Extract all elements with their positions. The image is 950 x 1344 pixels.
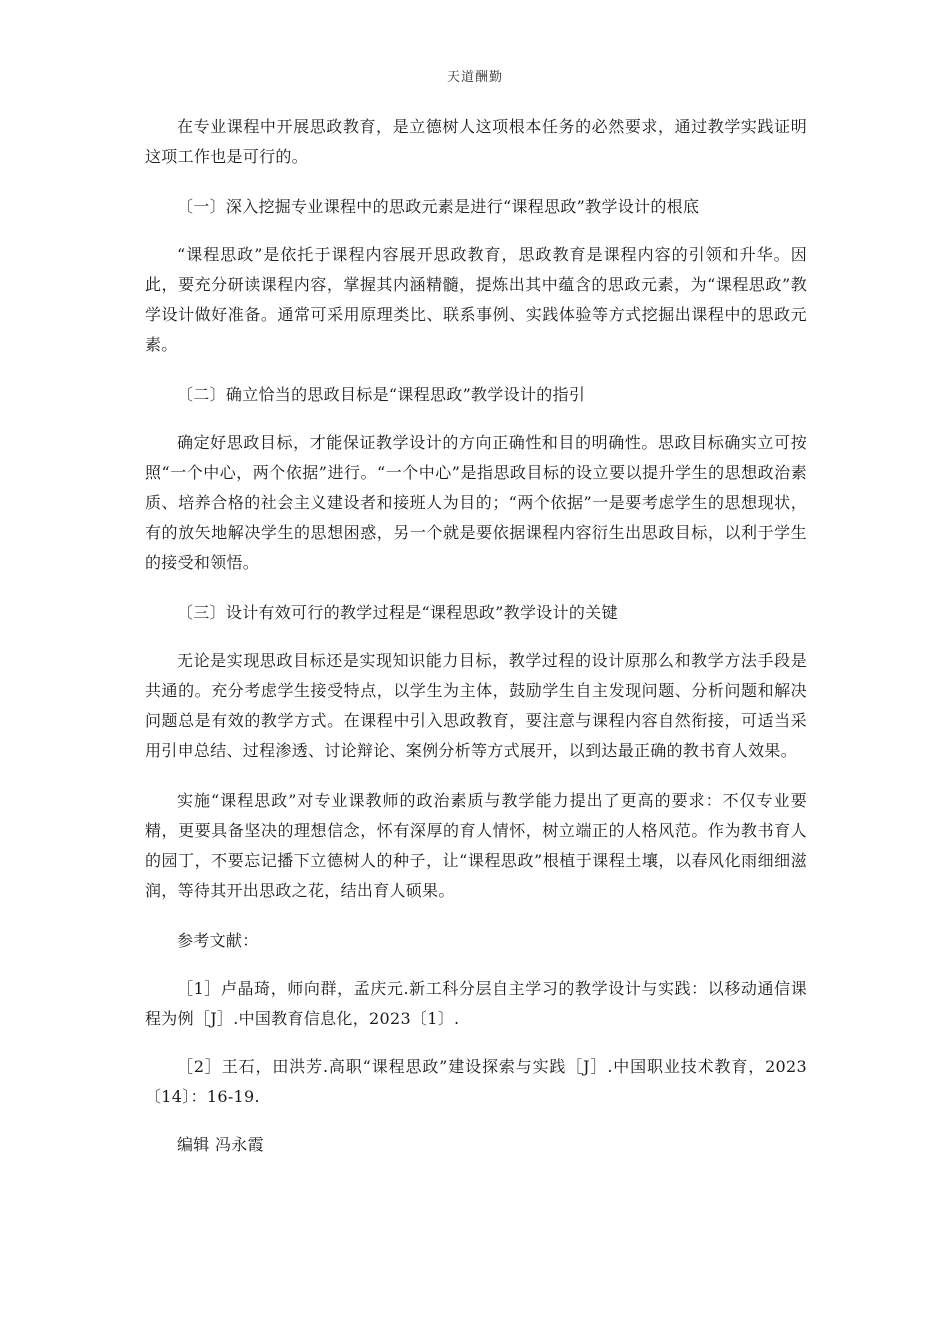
reference-item: ［2］王石，田洪芳.高职“课程思政”建设探索与实践［J］.中国职业技术教育，2023〔14〕：16-19. [145, 1057, 807, 1106]
body-paragraph: “课程思政”是依托于课程内容展开思政教育，思政教育是课程内容的引领和升华。因此，要充分研读课程内容，掌握其内涵精髓，提炼出其中蕴含的思政元素，为“课程思政”教学设计做好准备。通常可采用原理类比、联系事例、实践体验等方式挖掘出课程中的思政元素。 [145, 245, 807, 354]
body-paragraph: 无论是实现思政目标还是实现知识能力目标，教学过程的设计原那么和教学方法手段是共通的。充分考虑学生接受特点，以学生为主体，鼓励学生自主发现问题、分析问题和解决问题总是有效的教学方式。在课程中引入思政教育，要注意与课程内容自然衔接，可适当采用引申总结、过程渗透、讨论辩论、案例分析等方式展开，以到达最正确的教书育人效果。 [145, 651, 807, 760]
body-paragraph: 实施“课程思政”对专业课教师的政治素质与教学能力提出了更高的要求：不仅专业要精，更要具备坚决的理想信念，怀有深厚的育人情怀，树立端正的人格风范。作为教书育人的园丁，不要忘记播下立德树人的种子，让“课程思政”根植于课程土壤，以春风化雨细细滋润，等待其开出思政之花，结出育人硕果。 [145, 791, 807, 900]
body-paragraph: 在专业课程中开展思政教育，是立德树人这项根本任务的必然要求，通过教学实践证明这项工作也是可行的。 [145, 117, 807, 166]
editor-credit: 编辑 冯永霞 [177, 1135, 264, 1154]
body-paragraph: 确定好思政目标，才能保证教学设计的方向正确性和目的明确性。思政目标确实立可按照“一个中心，两个依据”进行。“一个中心”是指思政目标的设立要以提升学生的思想政治素质、培养合格的社会主义建设者和接班人为目的；“两个依据”一是要考虑学生的思想现状，有的放矢地解决学生的思想困惑，另一个就是要依据课程内容衍生出思政目标，以利于学生的接受和领悟。 [145, 433, 807, 572]
page-header: 天道酬勤 [446, 70, 503, 85]
document-body [145, 112, 807, 1160]
section-heading: 〔三〕设计有效可行的教学过程是“课程思政”教学设计的关键 [177, 603, 618, 622]
reference-item: ［1］卢晶琦，师向群，孟庆元.新工科分层自主学习的教学设计与实践：以移动通信课程为例［J］.中国教育信息化，2023〔1〕. [145, 979, 807, 1028]
references-heading: 参考文献： [177, 931, 259, 950]
section-heading: 〔一〕深入挖掘专业课程中的思政元素是进行“课程思政”教学设计的根底 [177, 197, 700, 216]
section-heading: 〔二〕确立恰当的思政目标是“课程思政”教学设计的指引 [177, 385, 586, 404]
